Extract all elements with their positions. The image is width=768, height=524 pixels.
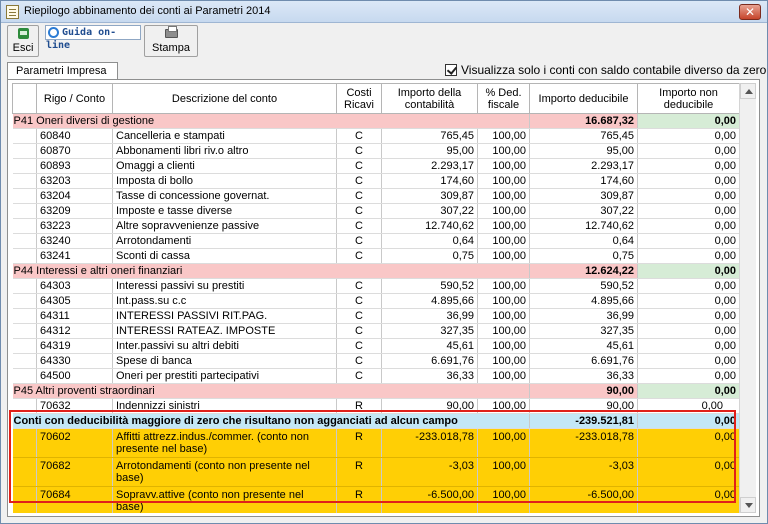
importo-deducibile: 327,35 (530, 324, 638, 339)
tab-parametri-impresa[interactable]: Parametri Impresa (7, 62, 118, 80)
row-gutter (13, 399, 37, 414)
perc-deducibile: 100,00 (478, 219, 530, 234)
importo-contabilita: 327,35 (382, 324, 478, 339)
perc-deducibile: 100,00 (478, 354, 530, 369)
account-description: Indennizzi sinistri (113, 399, 337, 414)
guida-label: Guida on-line (46, 27, 117, 51)
table-row[interactable] (13, 144, 740, 159)
guida-online-link[interactable] (45, 25, 141, 51)
costi-ricavi: C (337, 354, 382, 369)
importo-contabilita: 36,33 (382, 369, 478, 384)
group-description: Interessi e altri oneri finanziari (36, 265, 183, 277)
importo-contabilita: 765,45 (382, 129, 478, 144)
account-description: Abbonamenti libri riv.o altro (113, 144, 337, 159)
account-code: 70684 (37, 487, 113, 514)
importo-deducibile: 45,61 (530, 339, 638, 354)
costi-ricavi: C (337, 369, 382, 384)
importo-deducibile: -6.500,00 (530, 487, 638, 514)
perc-deducibile: 100,00 (478, 159, 530, 174)
account-description: Oneri per prestiti partecipativi (113, 369, 337, 384)
account-description: Imposte e tasse diverse (113, 204, 337, 219)
table-row[interactable] (13, 279, 740, 294)
perc-deducibile: 100,00 (478, 324, 530, 339)
importo-non-deducibile[interactable]: 0,00 (638, 399, 740, 414)
table-row[interactable] (13, 339, 740, 354)
table-row[interactable] (13, 189, 740, 204)
account-description: Omaggi a clienti (113, 159, 337, 174)
account-code: 70682 (37, 458, 113, 487)
costi-ricavi: C (337, 204, 382, 219)
account-description: Interessi passivi su prestiti (113, 279, 337, 294)
costi-ricavi: C (337, 219, 382, 234)
account-code: 63203 (37, 174, 113, 189)
row-gutter (13, 219, 37, 234)
table-row[interactable] (13, 399, 740, 414)
table-row[interactable] (13, 234, 740, 249)
account-code: 60893 (37, 159, 113, 174)
importo-contabilita: 174,60 (382, 174, 478, 189)
importo-contabilita: 307,22 (382, 204, 478, 219)
costi-ricavi: C (337, 324, 382, 339)
table-row[interactable] (13, 369, 740, 384)
table-row[interactable] (13, 324, 740, 339)
table-row[interactable] (13, 309, 740, 324)
row-gutter (13, 144, 37, 159)
account-code: 64303 (37, 279, 113, 294)
account-code: 64330 (37, 354, 113, 369)
row-gutter (13, 249, 37, 264)
importo-non-deducibile[interactable]: 0,00 (638, 354, 740, 369)
printer-icon (165, 29, 178, 38)
esci-label: Esci (12, 42, 34, 54)
importo-non-deducibile[interactable]: 0,00 (638, 159, 740, 174)
window-document-icon (6, 5, 19, 19)
header-descrizione[interactable]: Descrizione del conto (113, 84, 337, 114)
importo-non-deducibile[interactable]: 0,00 (638, 144, 740, 159)
table-row[interactable] (13, 129, 740, 144)
account-description: Tasse di concessione governat. (113, 189, 337, 204)
account-code: 64311 (37, 309, 113, 324)
importo-non-deducibile[interactable]: 0,00 (638, 369, 740, 384)
group-deducibile: 16.687,32 (530, 114, 638, 129)
perc-deducibile: 100,00 (478, 294, 530, 309)
row-gutter (13, 487, 37, 514)
esci-button[interactable] (7, 25, 39, 57)
account-code: 60870 (37, 144, 113, 159)
group-deducibile: 90,00 (530, 384, 638, 399)
account-code: 63204 (37, 189, 113, 204)
account-description: INTERESSI RATEAZ. IMPOSTE (113, 324, 337, 339)
importo-non-deducibile[interactable]: 0,00 (638, 279, 740, 294)
group-code: P41 (13, 115, 34, 127)
account-code: 64319 (37, 339, 113, 354)
costi-ricavi: C (337, 189, 382, 204)
importo-deducibile: 309,87 (530, 189, 638, 204)
account-description: Arrotondamenti (113, 234, 337, 249)
group-description: Altri proventi straordinari (35, 385, 155, 397)
account-description: INTERESSI PASSIVI RIT.PAG. (113, 309, 337, 324)
header-importo-non-deducibile[interactable]: Importo non deducibile (638, 84, 740, 114)
group-code: P45 (13, 385, 34, 397)
table-row[interactable] (13, 294, 740, 309)
importo-non-deducibile[interactable]: 0,00 (638, 324, 740, 339)
importo-deducibile: 12.740,62 (530, 219, 638, 234)
stampa-button[interactable] (144, 25, 198, 57)
table-row[interactable] (13, 249, 740, 264)
importo-contabilita: 95,00 (382, 144, 478, 159)
unlinked-row[interactable] (13, 458, 740, 487)
toolbar (1, 23, 767, 59)
costi-ricavi: R (337, 399, 382, 414)
account-code: 63241 (37, 249, 113, 264)
importo-non-deducibile[interactable]: 0,00 (638, 219, 740, 234)
importo-non-deducibile: 0,00 (638, 458, 740, 487)
importo-contabilita: 0,75 (382, 249, 478, 264)
importo-deducibile: 0,64 (530, 234, 638, 249)
table-row[interactable] (13, 159, 740, 174)
importo-contabilita: 309,87 (382, 189, 478, 204)
row-gutter (13, 429, 37, 458)
header-gutter (13, 84, 37, 114)
header-perc-ded[interactable]: % Ded. fiscale (478, 84, 530, 114)
account-description: Inter.passivi su altri debiti (113, 339, 337, 354)
unlinked-label: Conti con deducibilità maggiore di zero che risultano non agganciati ad alcun campo (13, 414, 530, 429)
importo-contabilita: 12.740,62 (382, 219, 478, 234)
importo-non-deducibile[interactable]: 0,00 (638, 204, 740, 219)
group-title-cell (13, 114, 530, 129)
importo-deducibile: -3,03 (530, 458, 638, 487)
group-non-deducibile: 0,00 (638, 384, 740, 399)
group-non-deducibile: 0,00 (638, 114, 740, 129)
account-description: Sconti di cassa (113, 249, 337, 264)
importo-non-deducibile: 0,00 (638, 429, 740, 458)
importo-deducibile: 90,00 (530, 399, 638, 414)
filter-checkbox-wrap[interactable] (445, 63, 766, 77)
group-deducibile: 12.624,22 (530, 264, 638, 279)
importo-deducibile: 36,99 (530, 309, 638, 324)
header-importo-contabilita[interactable]: Importo della contabilità (382, 84, 478, 114)
row-gutter (13, 294, 37, 309)
importo-non-deducibile[interactable]: 0,00 (638, 234, 740, 249)
row-gutter (13, 309, 37, 324)
unlinked-row[interactable] (13, 487, 740, 514)
importo-non-deducibile[interactable]: 0,00 (638, 249, 740, 264)
account-description: Altre sopravvenienze passive (113, 219, 337, 234)
importo-non-deducibile: 0,00 (638, 487, 740, 514)
close-button[interactable]: ✕ (739, 4, 761, 20)
costi-ricavi: C (337, 339, 382, 354)
group-row[interactable] (13, 384, 740, 399)
importo-contabilita: -233.018,78 (382, 429, 478, 458)
perc-deducibile: 100,00 (478, 487, 530, 514)
row-gutter (13, 339, 37, 354)
costi-ricavi: C (337, 249, 382, 264)
stampa-label: Stampa (152, 42, 190, 54)
row-gutter (13, 369, 37, 384)
costi-ricavi: C (337, 279, 382, 294)
perc-deducibile: 100,00 (478, 309, 530, 324)
account-description: Spese di banca (113, 354, 337, 369)
header-importo-deducibile[interactable]: Importo deducibile (530, 84, 638, 114)
row-gutter (13, 324, 37, 339)
filter-checkbox[interactable] (445, 64, 457, 76)
perc-deducibile: 100,00 (478, 129, 530, 144)
group-non-deducibile: 0,00 (638, 264, 740, 279)
row-gutter (13, 234, 37, 249)
perc-deducibile: 100,00 (478, 234, 530, 249)
importo-contabilita: 2.293,17 (382, 159, 478, 174)
costi-ricavi: C (337, 294, 382, 309)
row-gutter (13, 279, 37, 294)
exit-icon (18, 28, 29, 39)
account-code: 60840 (37, 129, 113, 144)
group-code: P44 (13, 265, 34, 277)
scroll-down-arrow[interactable] (740, 497, 756, 513)
importo-deducibile: 590,52 (530, 279, 638, 294)
importo-non-deducibile[interactable]: 0,00 (638, 309, 740, 324)
group-title-cell (13, 264, 530, 279)
row-gutter (13, 354, 37, 369)
group-title-cell (13, 384, 530, 399)
account-code: 70632 (37, 399, 113, 414)
costi-ricavi: R (337, 429, 382, 458)
perc-deducibile: 100,00 (478, 249, 530, 264)
table-row[interactable] (13, 219, 740, 234)
browser-icon (48, 27, 59, 38)
importo-contabilita: 36,99 (382, 309, 478, 324)
costi-ricavi: C (337, 234, 382, 249)
importo-deducibile: 174,60 (530, 174, 638, 189)
scroll-up-arrow[interactable] (740, 83, 756, 99)
importo-non-deducibile[interactable]: 0,00 (638, 189, 740, 204)
account-code: 70602 (37, 429, 113, 458)
filter-label: Visualizza solo i conti con saldo contabile diverso da zero (461, 63, 767, 77)
importo-contabilita: 45,61 (382, 339, 478, 354)
importo-non-deducibile[interactable]: 0,00 (638, 294, 740, 309)
row-gutter (13, 174, 37, 189)
table-body (13, 114, 740, 514)
unlinked-row[interactable] (13, 429, 740, 458)
table-row[interactable] (13, 354, 740, 369)
perc-deducibile: 100,00 (478, 458, 530, 487)
importo-deducibile: 0,75 (530, 249, 638, 264)
costi-ricavi: C (337, 144, 382, 159)
row-gutter (13, 204, 37, 219)
accounts-table (12, 83, 739, 513)
perc-deducibile: 100,00 (478, 339, 530, 354)
account-description: Sopravv.attive (conto non presente nel base) (113, 487, 337, 514)
costi-ricavi: C (337, 159, 382, 174)
perc-deducibile: 100,00 (478, 399, 530, 414)
account-code: 64500 (37, 369, 113, 384)
importo-deducibile: 765,45 (530, 129, 638, 144)
title-bar (1, 1, 767, 23)
account-description: Arrotondamenti (conto non presente nel base) (113, 458, 337, 487)
row-gutter (13, 458, 37, 487)
importo-deducibile: 2.293,17 (530, 159, 638, 174)
costi-ricavi: R (337, 487, 382, 514)
costi-ricavi: C (337, 309, 382, 324)
account-description: Imposta di bollo (113, 174, 337, 189)
unlinked-deducibile: -239.521,81 (530, 414, 638, 429)
account-code: 63223 (37, 219, 113, 234)
costi-ricavi: C (337, 174, 382, 189)
header-rigo[interactable]: Rigo / Conto (37, 84, 113, 114)
costi-ricavi: C (337, 129, 382, 144)
costi-ricavi: R (337, 458, 382, 487)
perc-deducibile: 100,00 (478, 429, 530, 458)
window-title: Riepilogo abbinamento dei conti ai Parametri 2014 (24, 5, 271, 17)
account-description: Int.pass.su c.c (113, 294, 337, 309)
account-description: Cancelleria e stampati (113, 129, 337, 144)
importo-non-deducibile[interactable]: 0,00 (638, 339, 740, 354)
importo-contabilita: 90,00 (382, 399, 478, 414)
perc-deducibile: 100,00 (478, 279, 530, 294)
account-code: 64305 (37, 294, 113, 309)
perc-deducibile: 100,00 (478, 204, 530, 219)
header-costi-ricavi[interactable]: Costi Ricavi (337, 84, 382, 114)
importo-contabilita: 590,52 (382, 279, 478, 294)
importo-contabilita: 6.691,76 (382, 354, 478, 369)
importo-deducibile: 4.895,66 (530, 294, 638, 309)
account-code: 63209 (37, 204, 113, 219)
group-row[interactable] (13, 264, 740, 279)
accounts-grid (12, 83, 739, 513)
perc-deducibile: 100,00 (478, 144, 530, 159)
perc-deducibile: 100,00 (478, 174, 530, 189)
importo-deducibile: 6.691,76 (530, 354, 638, 369)
table-row[interactable] (13, 174, 740, 189)
account-description: Affitti attrezz.indus./commer. (conto non presente nel base) (113, 429, 337, 458)
content-panel (7, 79, 760, 517)
group-row[interactable] (13, 114, 740, 129)
importo-contabilita: 4.895,66 (382, 294, 478, 309)
row-gutter (13, 129, 37, 144)
importo-contabilita: 0,64 (382, 234, 478, 249)
importo-contabilita: -3,03 (382, 458, 478, 487)
row-gutter (13, 189, 37, 204)
unlinked-non-deducibile: 0,00 (638, 414, 740, 429)
importo-deducibile: 307,22 (530, 204, 638, 219)
importo-deducibile: -233.018,78 (530, 429, 638, 458)
unlinked-total-row[interactable] (13, 414, 740, 429)
account-code: 64312 (37, 324, 113, 339)
importo-non-deducibile[interactable]: 0,00 (638, 129, 740, 144)
perc-deducibile: 100,00 (478, 369, 530, 384)
account-code: 63240 (37, 234, 113, 249)
vertical-scrollbar[interactable] (739, 83, 756, 513)
group-description: Oneri diversi di gestione (36, 115, 155, 127)
perc-deducibile: 100,00 (478, 189, 530, 204)
row-gutter (13, 159, 37, 174)
importo-deducibile: 36,33 (530, 369, 638, 384)
importo-deducibile: 95,00 (530, 144, 638, 159)
header-row (13, 84, 740, 114)
importo-contabilita: -6.500,00 (382, 487, 478, 514)
importo-non-deducibile[interactable]: 0,00 (638, 174, 740, 189)
table-row[interactable] (13, 204, 740, 219)
